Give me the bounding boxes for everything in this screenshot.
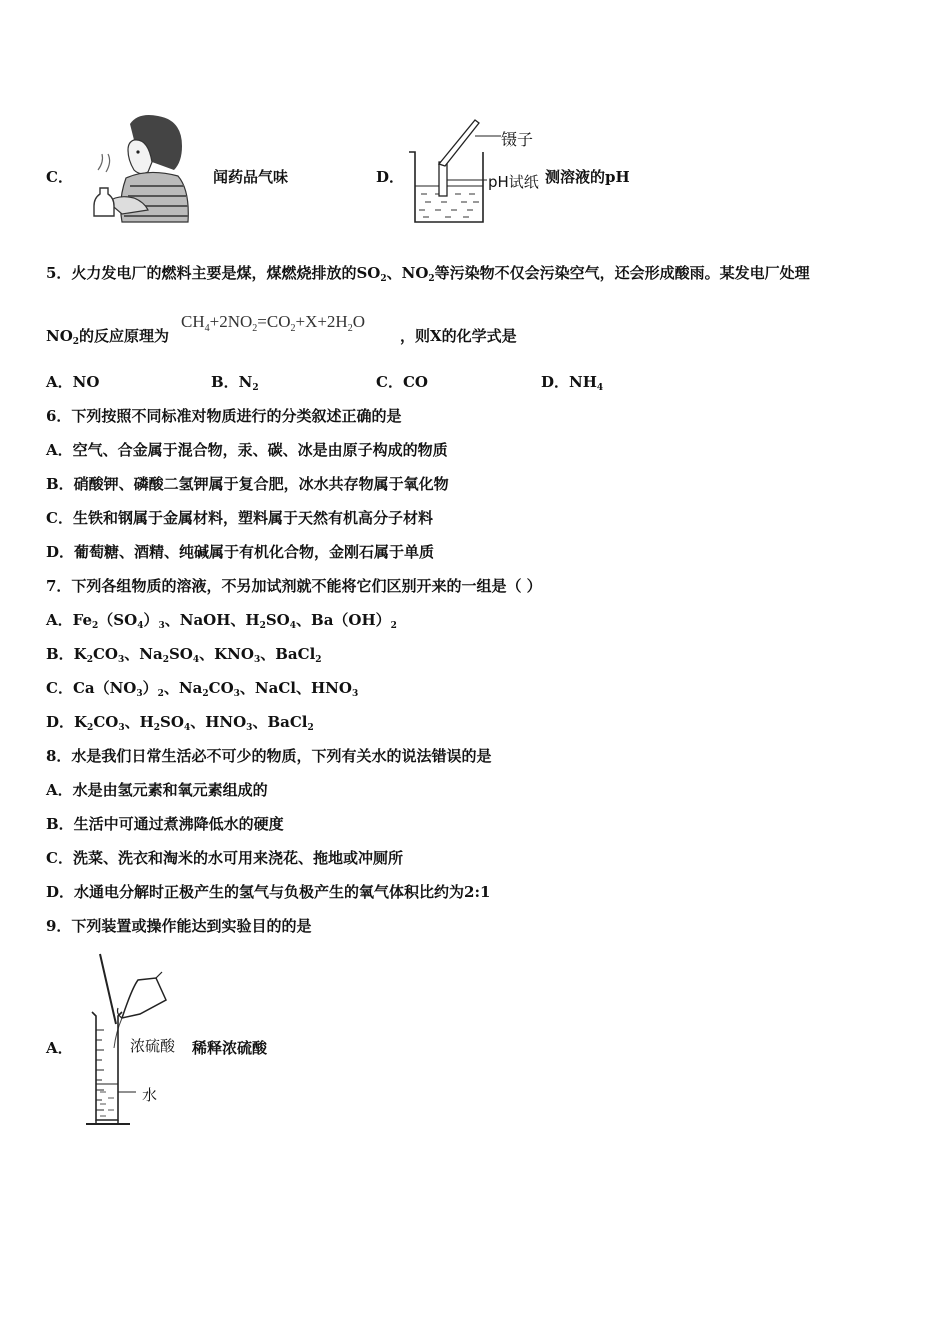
smelling-person-figure bbox=[78, 110, 193, 225]
q7-option-c: C．$Ca(NO_3)_2$、$Na_2CO_3$、NaCl、$HNO_3$ bbox=[46, 679, 359, 699]
q5-stem-line2: $NO_2$的反应原理为 bbox=[46, 327, 170, 347]
q8-option-d: D．水通电分解时正极产生的氢气与负极产生的氧气体积比约为2:1 bbox=[46, 883, 491, 901]
q5-stem-line1: 5．火力发电厂的燃料主要是煤，煤燃烧排放的$SO_2$、$NO_2$等污染物不仅会污染空气，还会形成酸雨。某发电厂处理 bbox=[46, 264, 810, 284]
q5-stem-line2-end: ，则X的化学式是 bbox=[400, 327, 517, 345]
q7-option-a: A．$Fe_2(SO_4)_3$、NaOH、$H_2SO_4$、$Ba(OH)_2$ bbox=[46, 611, 397, 631]
option-d-label: D． bbox=[376, 168, 405, 186]
option-d-text: 测溶液的pH bbox=[545, 168, 630, 186]
q6-option-d: D．葡萄糖、酒精、纯碱属于有机化合物，金刚石属于单质 bbox=[46, 543, 435, 561]
q7-option-d: D．$K_2CO_3$、$H_2SO_4$、$HNO_3$、BaCl$_2$ bbox=[46, 713, 314, 733]
q9-option-a-text: 稀释浓硫酸 bbox=[192, 1039, 268, 1057]
q5-option-d: D．$NH_4$ bbox=[541, 373, 604, 393]
tweezer-label: 镊子 bbox=[501, 130, 534, 149]
q9-option-a-label: A． bbox=[46, 1039, 73, 1057]
q6-option-b: B．硝酸钾、磷酸二氢钾属于复合肥，冰水共存物属于氧化物 bbox=[46, 475, 449, 493]
q6-option-a: A．空气、合金属于混合物，汞、碳、冰是由原子构成的物质 bbox=[46, 441, 448, 459]
q7-stem: 7．下列各组物质的溶液，不另加试剂就不能将它们区别开来的一组是（ ） bbox=[46, 577, 542, 595]
q7-option-b: B．$K_2CO_3$、$Na_2SO_4$、$KNO_3$、BaCl$_2$ bbox=[46, 645, 322, 665]
water-label: 水 bbox=[142, 1086, 158, 1104]
q8-option-b: B．生活中可通过煮沸降低水的硬度 bbox=[46, 815, 284, 833]
q8-option-c: C．洗菜、洗衣和淘米的水可用来浇花、拖地或冲厕所 bbox=[46, 849, 403, 867]
q8-option-a: A．水是由氢元素和氧元素组成的 bbox=[46, 781, 268, 799]
q5-option-a: A．NO bbox=[46, 373, 100, 391]
option-c-label: C． bbox=[46, 168, 73, 186]
ph-paper-label: pH试纸 bbox=[488, 173, 539, 191]
acid-label: 浓硫酸 bbox=[130, 1037, 176, 1055]
q6-stem: 6．下列按照不同标准对物质进行的分类叙述正确的是 bbox=[46, 407, 402, 425]
q9-stem: 9．下列装置或操作能达到实验目的的是 bbox=[46, 917, 312, 935]
q5-option-b: B．$N_2$ bbox=[211, 373, 259, 393]
option-c-text: 闻药品气味 bbox=[213, 168, 289, 186]
q6-option-c: C．生铁和钢属于金属材料，塑料属于天然有机高分子材料 bbox=[46, 509, 433, 527]
q5-option-c: C．CO bbox=[376, 373, 428, 391]
reaction-equation: $CH_4+2NO_2=CO_2+X+2H_2O$ bbox=[181, 312, 365, 334]
q8-stem: 8．水是我们日常生活必不可少的物质，下列有关水的说法错误的是 bbox=[46, 747, 492, 765]
